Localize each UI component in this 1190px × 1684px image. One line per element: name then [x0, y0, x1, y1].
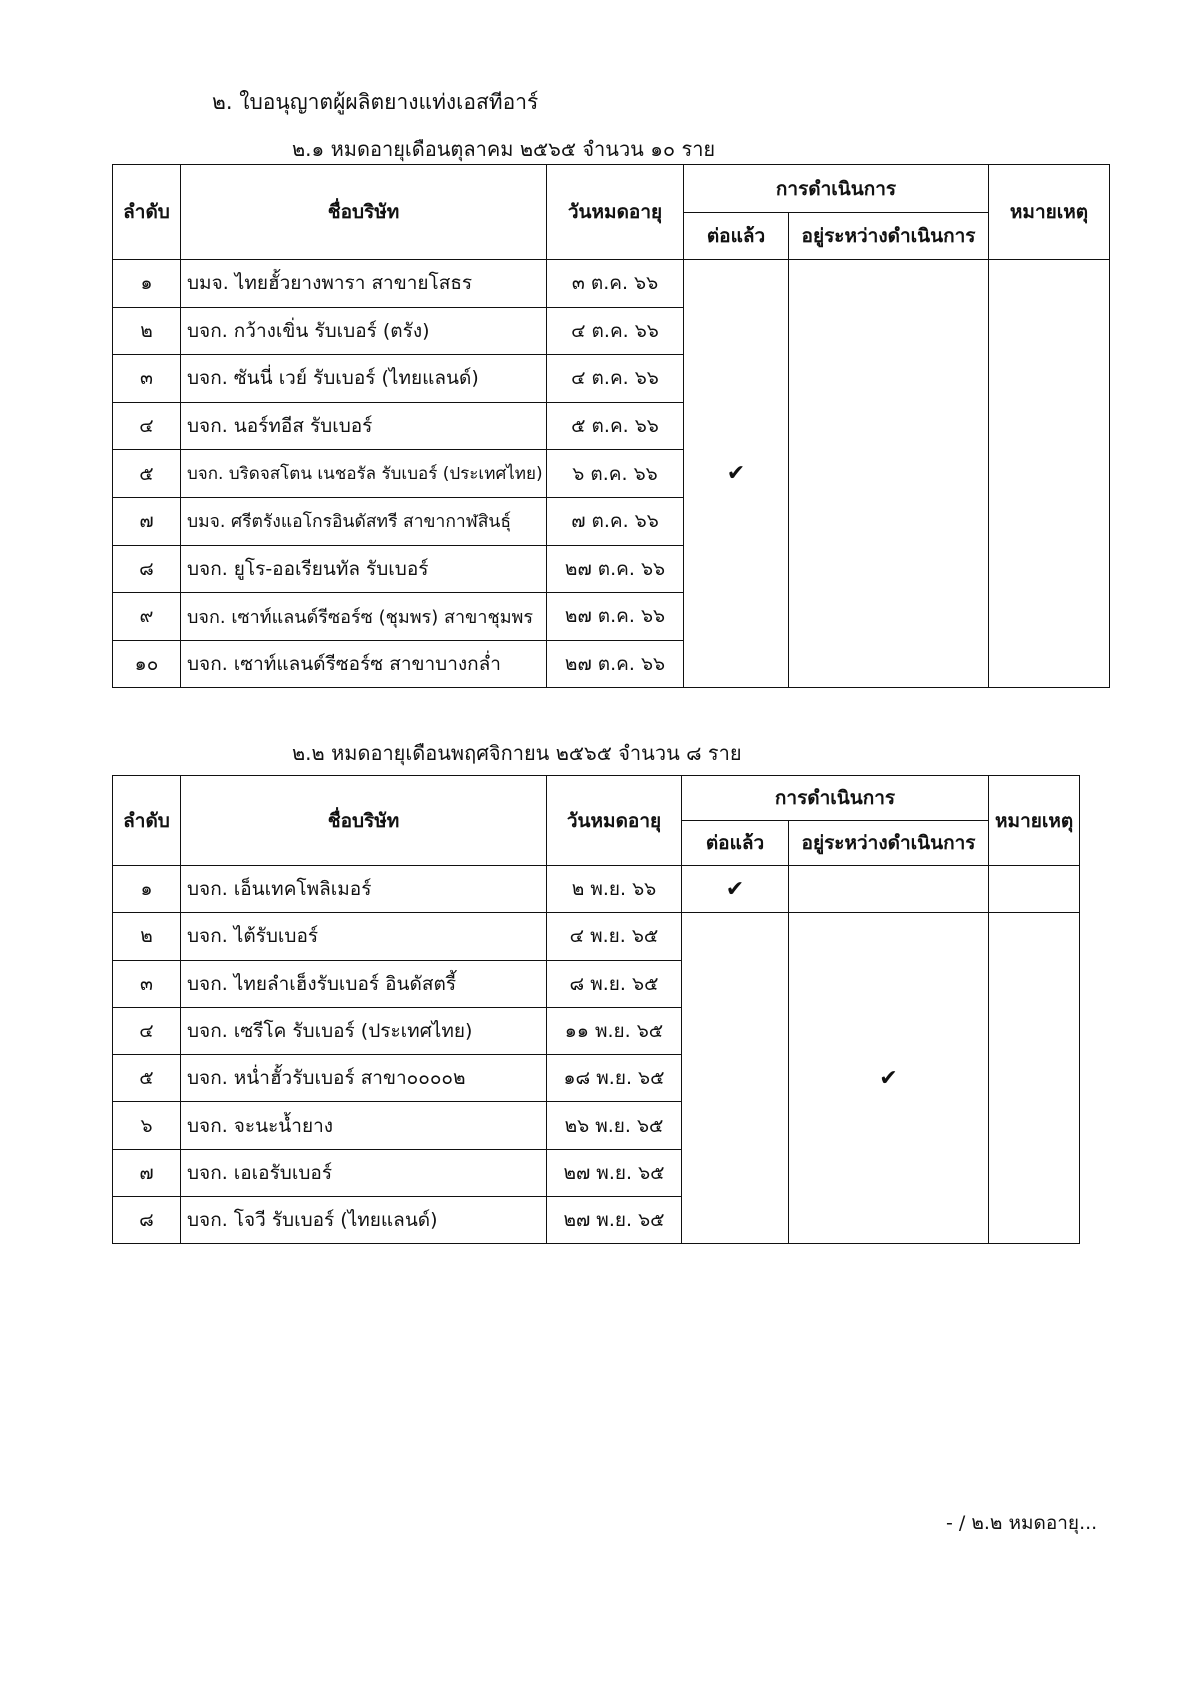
row-number: ๔: [113, 1007, 181, 1054]
company-name: บจก. โจวี รับเบอร์ (ไทยแลนด์): [181, 1197, 547, 1244]
row-number: ๗: [113, 497, 181, 545]
company-name: บจก. เอ็นเทคโพลิเมอร์: [181, 866, 547, 913]
company-name: บจก. เซาท์แลนด์รีซอร์ซ สาขาบางกล่ำ: [181, 640, 547, 688]
table2-title: ๒.๒ หมดอายุเดือนพฤศจิกายน ๒๕๖๕ จำนวน ๘ ราย: [292, 741, 742, 765]
expiry-date: ๗ ต.ค. ๖๖: [547, 497, 684, 545]
col-header-renewed: ต่อแล้ว: [682, 821, 789, 866]
remark-cell: [989, 260, 1110, 688]
company-name: บจก. บริดจสโตน เนชอรัล รับเบอร์ (ประเทศไทย): [181, 450, 547, 498]
row-number: ๓: [113, 355, 181, 403]
table-october-expiry: [112, 164, 1110, 688]
col-header-in-progress: อยู่ระหว่างดำเนินการ: [789, 821, 989, 866]
company-name: บจก. ไต้รับเบอร์: [181, 913, 547, 960]
expiry-date: ๒ พ.ย. ๖๖: [547, 866, 682, 913]
table-row: [113, 913, 1080, 960]
expiry-date: ๘ พ.ย. ๖๕: [547, 960, 682, 1007]
renewed-cell: [682, 866, 789, 913]
expiry-date: ๔ ต.ค. ๖๖: [547, 355, 684, 403]
company-name: บจก. เซรีโค รับเบอร์ (ประเทศไทย): [181, 1007, 547, 1054]
company-name: บจก. จะนะน้ำยาง: [181, 1102, 547, 1149]
page-continuation-note: - / ๒.๒ หมดอายุ...: [946, 1512, 1098, 1534]
row-number: ๙: [113, 593, 181, 641]
section-heading: ๒. ใบอนุญาตผู้ผลิตยางแท่งเอสทีอาร์: [212, 90, 539, 114]
col-header-expiry: วันหมดอายุ: [547, 776, 682, 866]
col-header-remark: หมายเหตุ: [989, 165, 1110, 260]
col-header-in-progress: อยู่ระหว่างดำเนินการ: [789, 213, 989, 260]
expiry-date: ๒๗ พ.ย. ๖๕: [547, 1197, 682, 1244]
in-progress-cell: [789, 913, 989, 1244]
col-header-no: ลำดับ: [113, 165, 181, 260]
row-number: ๔: [113, 402, 181, 450]
company-name: บจก. เอเอรับเบอร์: [181, 1149, 547, 1196]
company-name: บจก. นอร์ทอีส รับเบอร์: [181, 402, 547, 450]
company-name: บจก. หน่ำฮั้วรับเบอร์ สาขา๐๐๐๐๒: [181, 1055, 547, 1102]
row-number: ๒: [113, 307, 181, 355]
company-name: บจก. ยูโร-ออเรียนทัล รับเบอร์: [181, 545, 547, 593]
col-header-company: ชื่อบริษัท: [181, 776, 547, 866]
company-name: บจก. ไทยลำเฮ็งรับเบอร์ อินดัสตรี้: [181, 960, 547, 1007]
row-number: ๗: [113, 1149, 181, 1196]
row-number: ๖: [113, 1102, 181, 1149]
row-number: ๑: [113, 260, 181, 308]
expiry-date: ๔ ต.ค. ๖๖: [547, 307, 684, 355]
col-header-no: ลำดับ: [113, 776, 181, 866]
table-november-expiry: [112, 775, 1080, 1244]
row-number: ๘: [113, 1197, 181, 1244]
check-mark-icon: ✔: [726, 461, 746, 487]
expiry-date: ๕ ต.ค. ๖๖: [547, 402, 684, 450]
expiry-date: ๓ ต.ค. ๖๖: [547, 260, 684, 308]
table1-title: ๒.๑ หมดอายุเดือนตุลาคม ๒๕๖๕ จำนวน ๑๐ ราย: [292, 137, 716, 161]
check-mark-icon: ✔: [725, 876, 745, 902]
remark-cell: [989, 866, 1080, 913]
row-number: ๓: [113, 960, 181, 1007]
expiry-date: ๑๑ พ.ย. ๖๕: [547, 1007, 682, 1054]
expiry-date: ๒๗ ต.ค. ๖๖: [547, 640, 684, 688]
company-name: บมจ. ศรีตรังแอโกรอินดัสทรี สาขากาฬสินธุ์: [181, 497, 547, 545]
col-header-expiry: วันหมดอายุ: [547, 165, 684, 260]
row-number: ๘: [113, 545, 181, 593]
company-name: บจก. กว้างเขิ่น รับเบอร์ (ตรัง): [181, 307, 547, 355]
check-mark-icon: ✔: [879, 1065, 898, 1091]
row-number: ๑: [113, 866, 181, 913]
renewed-cell: [684, 260, 789, 688]
expiry-date: ๑๘ พ.ย. ๖๕: [547, 1055, 682, 1102]
row-number: ๕: [113, 450, 181, 498]
row-number: ๑๐: [113, 640, 181, 688]
row-number: ๕: [113, 1055, 181, 1102]
in-progress-cell: [789, 260, 989, 688]
col-header-company: ชื่อบริษัท: [181, 165, 547, 260]
expiry-date: ๒๗ ต.ค. ๖๖: [547, 593, 684, 641]
expiry-date: ๒๗ พ.ย. ๖๕: [547, 1149, 682, 1196]
expiry-date: ๒๖ พ.ย. ๖๕: [547, 1102, 682, 1149]
row-number: ๒: [113, 913, 181, 960]
company-name: บจก. เซาท์แลนด์รีซอร์ซ (ชุมพร) สาขาชุมพร: [181, 593, 547, 641]
col-header-remark: หมายเหตุ: [989, 776, 1080, 866]
col-header-action: การดำเนินการ: [684, 165, 989, 213]
remark-cell: [989, 913, 1080, 1244]
expiry-date: ๒๗ ต.ค. ๖๖: [547, 545, 684, 593]
expiry-date: ๖ ต.ค. ๖๖: [547, 450, 684, 498]
col-header-renewed: ต่อแล้ว: [684, 213, 789, 260]
company-name: บจก. ซันนี่ เวย์ รับเบอร์ (ไทยแลนด์): [181, 355, 547, 403]
in-progress-cell: [789, 866, 989, 913]
table-row: [113, 866, 1080, 913]
col-header-action: การดำเนินการ: [682, 776, 989, 821]
table-row: [113, 260, 1110, 308]
expiry-date: ๔ พ.ย. ๖๕: [547, 913, 682, 960]
company-name: บมจ. ไทยฮั้วยางพารา สาขายโสธร: [181, 260, 547, 308]
renewed-cell: [682, 913, 789, 1244]
